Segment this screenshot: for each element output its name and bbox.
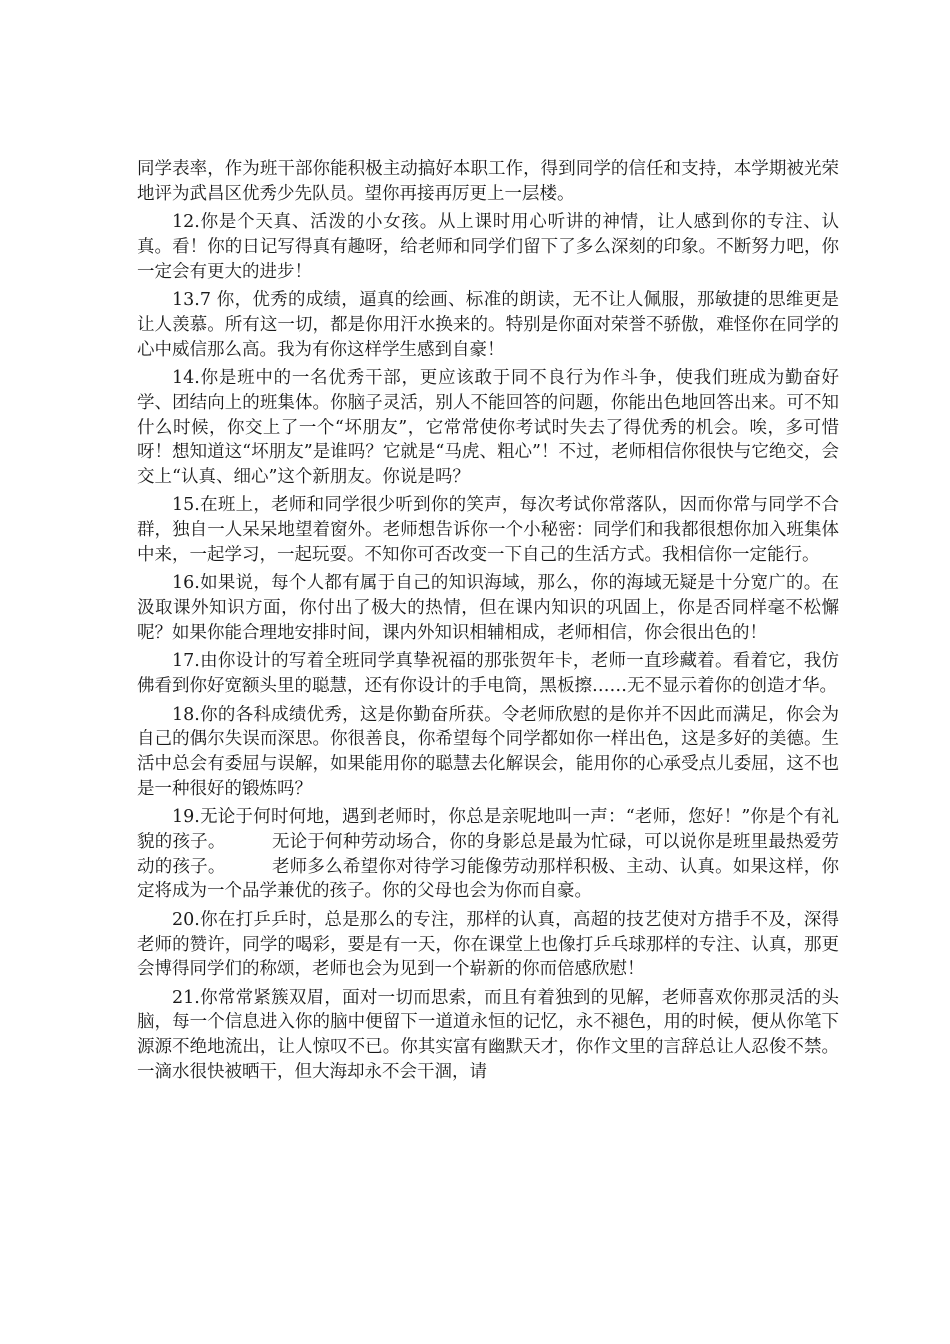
paragraph-continuation: 同学表率，作为班干部你能积极主动搞好本职工作，得到同学的信任和支持，本学期被光荣地评为武昌区优秀少先队员。望你再接再厉更上一层楼。	[137, 159, 839, 204]
document-body	[137, 157, 839, 1088]
paragraph-14: 14.你是班中的一名优秀干部，更应该敢于同不良行为作斗争，使我们班成为勤奋好学、团结向上的班集体。你脑子灵活，别人不能回答的问题，你能出色地回答出来。可不知什么时候，你交上了一个“坏朋友”，它常常使你考试时失去了得优秀的机会。唉，多可惜呀！想知道这“坏朋友”是谁吗？它就是“马虎、粗心”！不过，老师相信你很快与它绝交，会交上“认真、细心”这个新朋友。你说是吗？	[137, 368, 839, 487]
paragraph-21: 21.你常常紧簇双眉，面对一切而思索，而且有着独到的见解，老师喜欢你那灵活的头脑，每一个信息进入你的脑中便留下一道道永恒的记忆，永不褪色，用的时候，便从你笔下源源不绝地流出，让人惊叹不已。你其实富有幽默天才，你作文里的言辞总让人忍俊不禁。一滴水很快被晒干，但大海却永不会干涸，请	[137, 987, 839, 1082]
paragraph-16: 16.如果说，每个人都有属于自己的知识海域，那么，你的海域无疑是十分宽广的。在汲取课外知识方面，你付出了极大的热情，但在课内知识的巩固上，你是否同样毫不松懈呢？如果你能合理地安排时间，课内外知识相辅相成，老师相信，你会很出色的！	[137, 573, 839, 643]
paragraph-19: 19.无论于何时何地，遇到老师时，你总是亲呢地叫一声：“老师，您好！”你是个有礼貌的孩子。 无论于何种劳动场合，你的身影总是最为忙碌，可以说你是班里最热爱劳动的孩子。 老师多么希望你对待学习能像劳动那样积极、主动、认真。如果这样，你定将成为一个品学兼优的孩子。你的父母也会为你而自豪。	[137, 807, 839, 902]
paragraph-15: 15.在班上，老师和同学很少听到你的笑声，每次考试你常落队，因而你常与同学不合群，独自一人呆呆地望着窗外。老师想告诉你一个小秘密：同学们和我都很想你加入班集体中来，一起学习，一起玩耍。不知你可否改变一下自己的生活方式。我相信你一定能行。	[137, 495, 839, 565]
paragraph-13: 13.7 你，优秀的成绩，逼真的绘画、标准的朗读，无不让人佩服，那敏捷的思维更是让人羡慕。所有这一切，都是你用汗水换来的。特别是你面对荣誉不骄傲，难怪你在同学的心中威信那么高。我为有你这样学生感到自豪！	[137, 290, 839, 360]
paragraph-20: 20.你在打乒乒时，总是那么的专注，那样的认真，高超的技艺使对方措手不及，深得老师的赞许，同学的喝彩，要是有一天，你在课堂上也像打乒乓球那样的专注、认真，那更会博得同学们的称颂，老师也会为见到一个崭新的你而倍感欣慰！	[137, 909, 839, 980]
paragraph-18: 18.你的各科成绩优秀，这是你勤奋所获。令老师欣慰的是你并不因此而满足，你会为自己的偶尔失误而深思。你很善良，你希望每个同学都如你一样出色，这是多好的美德。生活中总会有委屈与误解，如果能用你的聪慧去化解误会，能用你的心承受点儿委屈，这不也是一种很好的锻炼吗？	[137, 704, 839, 799]
paragraph-12: 12.你是个天真、活泼的小女孩。从上课时用心听讲的神情，让人感到你的专注、认真。看！你的日记写得真有趣呀，给老师和同学们留下了多么深刻的印象。不断努力吧，你一定会有更大的进步！	[137, 212, 839, 282]
paragraph-17: 17.由你设计的写着全班同学真挚祝福的那张贺年卡，老师一直珍藏着。看着它，我仿佛看到你好宽额头里的聪慧，还有你设计的手电筒，黑板擦……无不显示着你的创造才华。	[137, 651, 839, 696]
